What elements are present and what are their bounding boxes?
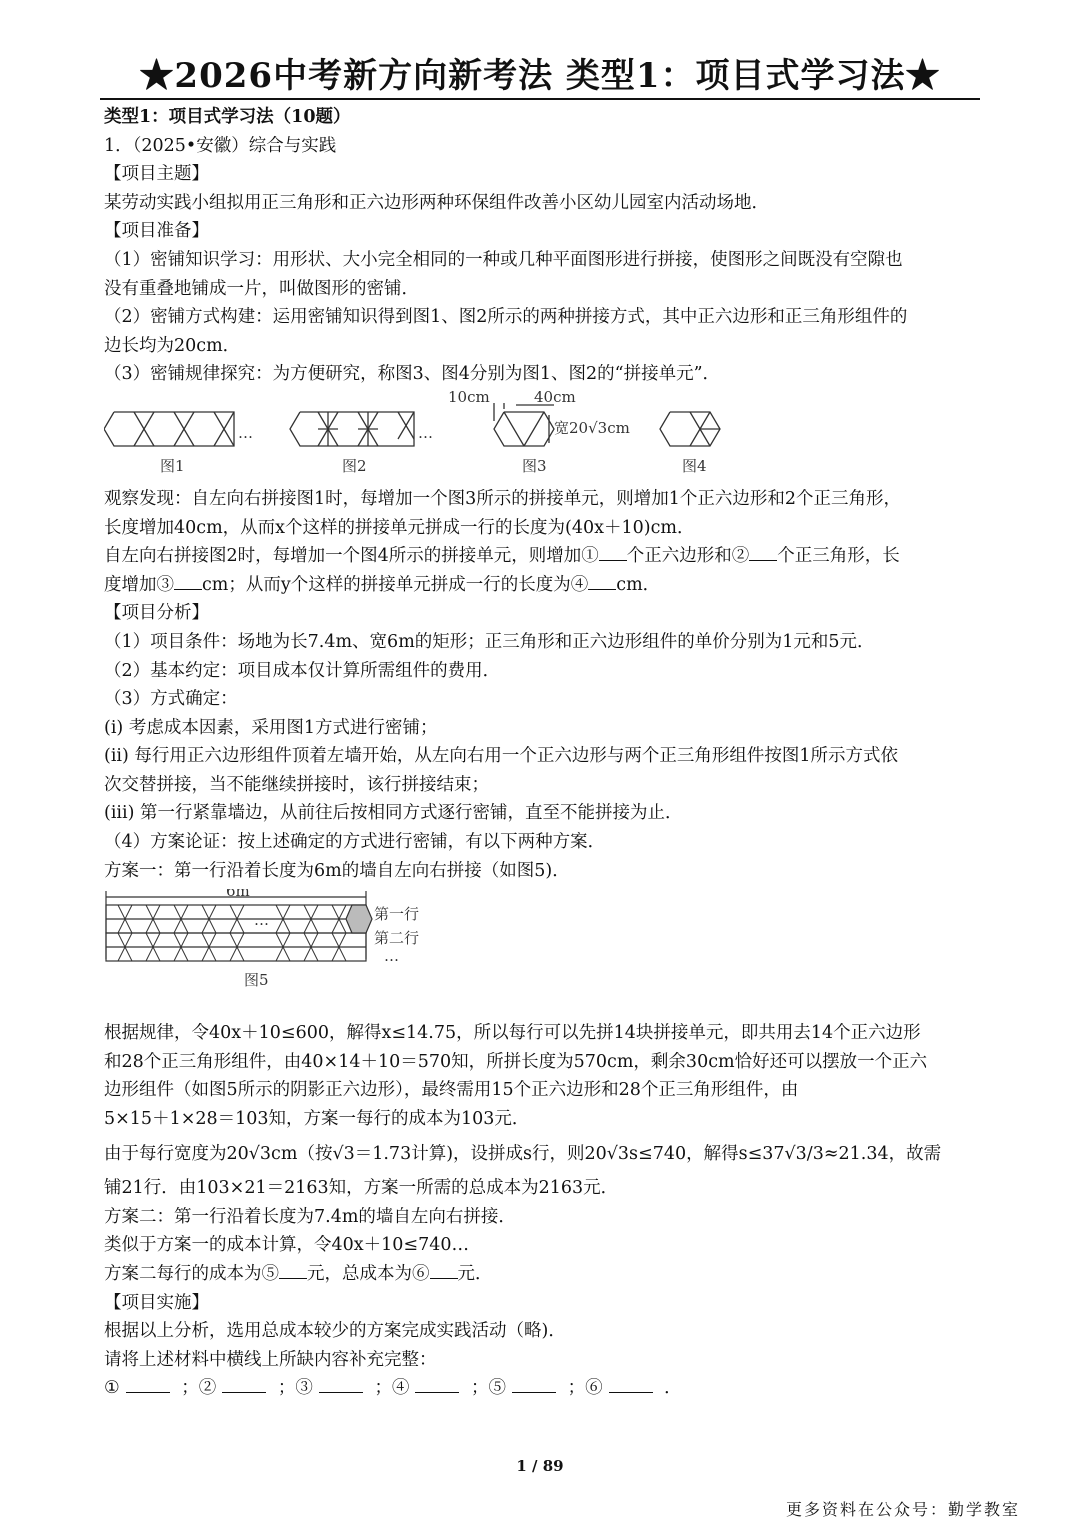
figure-5-label: 图5: [244, 971, 269, 990]
plan2-cost-mid: 元，总成本为⑥: [307, 1264, 430, 1284]
plan2-similar: 类似于方案一的成本计算，令40x＋10≤740…: [104, 1235, 469, 1256]
analysis-heading: 【项目分析】: [104, 603, 209, 624]
blank-3[interactable]: [174, 571, 202, 590]
problem-intro: 1．（2025•安徽）综合与实践: [104, 135, 337, 156]
figure-2-diagram: [290, 412, 414, 446]
blank-5[interactable]: [279, 1260, 307, 1279]
answer-label-2: ；②: [181, 1378, 217, 1399]
plan2-cost-pre: 方案二每行的成本为⑤: [104, 1264, 279, 1284]
page-number: 1 / 89: [516, 1457, 564, 1475]
plan2-cost-post: 元．: [457, 1264, 493, 1284]
observe-1b: 长度增加40cm，从而x个这样的拼接单元拼成一行的长度为(40x＋10)cm．: [104, 517, 695, 538]
observe-2b-mid: cm；从而y个这样的拼接单元拼成一行的长度为④: [202, 574, 589, 595]
answer-label-5: ；⑤: [471, 1378, 507, 1399]
title-underline: [100, 98, 980, 100]
ellipsis-1: …: [238, 423, 253, 442]
observe-2a-pre: 自左向右拼接图2时，每增加一个图4所示的拼接单元，则增加①: [104, 546, 599, 567]
blank-1[interactable]: [599, 542, 627, 561]
answer-blank-1[interactable]: [126, 1374, 170, 1393]
figure-5-row1: 第一行: [374, 905, 420, 924]
page-title: ★2026中考新方向新考法 类型1：项目式学习法★: [139, 56, 941, 96]
figure-2-label: 图2: [342, 456, 367, 475]
analysis-3ii-b: 次交替拼接，当不能继续拼接时，该行拼接结束；: [104, 774, 489, 795]
footer-note: 更多资料在公众号：勤学教室: [785, 1500, 1020, 1519]
document-body: [104, 103, 980, 1403]
impl-text: 根据以上分析，选用总成本较少的方案完成实践活动（略)．: [104, 1321, 566, 1342]
prep-heading: 【项目准备】: [104, 221, 209, 242]
figure-1-label: 图1: [160, 456, 185, 475]
figure-5-6m: 6m: [226, 889, 250, 901]
calc-1c: 边形组件（如图5所示的阴影正六边形），最终需用15个正六边形和28个正三角形组件，由: [104, 1080, 799, 1101]
figures-1-to-4: [104, 391, 980, 481]
figure-5: [104, 889, 980, 989]
calc-1b: 和28个正三角形组件，由40×14＋10＝570知，所拼长度为570cm，剩余30cm恰好还可以摆放一个正六: [104, 1051, 928, 1072]
observe-2a-mid: 个正六边形和②: [626, 546, 750, 567]
analysis-4: （4）方案论证：按上述确定的方式进行密铺，有以下两种方案．: [104, 832, 606, 853]
impl-heading: 【项目实施】: [104, 1292, 209, 1313]
blank-2[interactable]: [749, 542, 777, 561]
observe-2b-pre: 度增加③: [104, 574, 174, 595]
answer-blank-3[interactable]: [319, 1374, 363, 1393]
blank-4[interactable]: [588, 571, 616, 590]
answer-label-4: ；④: [374, 1378, 410, 1399]
figure-5-row2: 第二行: [374, 929, 420, 948]
observe-2b-post: cm．: [616, 574, 661, 595]
prep-2a: （2）密铺方式构建：运用密铺知识得到图1、图2所示的两种拼接方式，其中正六边形和正三角形组件的: [104, 307, 908, 328]
figure-3-40cm: 40cm: [534, 390, 576, 406]
analysis-3i: (i) 考虑成本因素，采用图1方式进行密铺；: [104, 717, 438, 738]
analysis-2: （2）基本约定：项目成本仅计算所需组件的费用．: [104, 660, 501, 681]
figure-5-ellipsis: …: [254, 911, 269, 930]
answer-label-6: ；⑥: [567, 1378, 603, 1399]
observe-1a: 观察发现：自左向右拼接图1时，每增加一个图3所示的拼接单元，则增加1个正六边形和2个正三角形，: [104, 488, 902, 509]
analysis-3ii-a: (ii) 每行用正六边形组件顶着左墙开始，从左向右用一个正六边形与两个正三角形组件按图1所示方式依: [104, 746, 899, 767]
theme-heading: 【项目主题】: [104, 164, 209, 185]
analysis-3iii: (iii) 第一行紧靠墙边，从前往后按相同方式逐行密铺，直至不能拼接为止．: [104, 803, 683, 824]
figure-4-label: 图4: [682, 456, 707, 475]
figure-1-diagram: [104, 412, 234, 446]
prep-1b: 没有重叠地铺成一片，叫做图形的密铺．: [104, 278, 419, 299]
figure-3-width: 宽20√3cm: [554, 418, 630, 437]
figure-3-10cm: 10cm: [448, 390, 490, 406]
observe-2a: [104, 542, 980, 571]
analysis-3: （3）方式确定：: [104, 689, 238, 710]
plan1-intro: 方案一：第一行沿着长度为6m的墙自左向右拼接（如图5)．: [104, 860, 570, 881]
figure-3-diagram: [494, 403, 554, 446]
answer-blank-6[interactable]: [609, 1374, 653, 1393]
tiling-figures: [104, 391, 980, 481]
figure-3-label: 图3: [522, 456, 547, 475]
analysis-1: （1）项目条件：场地为长7.4m、宽6m的矩形；正三角形和正六边形组件的单价分别为1元和5元．: [104, 631, 875, 652]
answer-end: ．: [664, 1378, 682, 1399]
prep-1a: （1）密铺知识学习：用形状、大小完全相同的一种或几种平面图形进行拼接，使图形之间既没有空隙也: [104, 249, 903, 270]
section-title: 类型1：项目式学习法（10题）: [104, 107, 351, 127]
calc-1d: 5×15＋1×28＝103知，方案一每行的成本为103元．: [104, 1109, 530, 1130]
figure-5-diagram: [104, 889, 524, 989]
answer-label-1: ①: [104, 1378, 120, 1399]
prep-2b: 边长均为20cm．: [104, 335, 241, 356]
answer-line: [104, 1374, 980, 1403]
fill-prompt: 请将上述材料中横线上所缺内容补充完整：: [104, 1349, 437, 1370]
observe-2a-post: 个正三角形，长: [777, 546, 900, 567]
figure-5-more: …: [384, 947, 399, 966]
theme-text: 某劳动实践小组拟用正三角形和正六边形两种环保组件改善小区幼儿园室内活动场地．: [104, 192, 769, 213]
answer-blank-2[interactable]: [222, 1374, 266, 1393]
answer-blank-4[interactable]: [415, 1374, 459, 1393]
calc-2a: 由于每行宽度为20√3cm（按√3＝1.73计算)，设拼成s行，则20√3s≤740，解得s≤37√3/3≈21.34，故需: [104, 1143, 942, 1164]
plan2-cost: [104, 1260, 980, 1289]
plan2-intro: 方案二：第一行沿着长度为7.4m的墙自左向右拼接．: [104, 1206, 516, 1227]
figure-4-diagram: [660, 412, 720, 446]
answer-blank-5[interactable]: [512, 1374, 556, 1393]
calc-1a: 根据规律，令40x＋10≤600，解得x≤14.75，所以每行可以先拼14块拼接单元，即共用去14个正六边形: [104, 1023, 921, 1044]
calc-2b: 铺21行．由103×21＝2163知，方案一所需的总成本为2163元．: [104, 1178, 619, 1199]
prep-3: （3）密铺规律探究：为方便研究，称图3、图4分别为图1、图2的“拼接单元”．: [104, 364, 721, 385]
observe-2b: [104, 571, 980, 600]
ellipsis-2: …: [418, 423, 433, 442]
blank-6[interactable]: [430, 1260, 458, 1279]
answer-label-3: ；③: [277, 1378, 313, 1399]
